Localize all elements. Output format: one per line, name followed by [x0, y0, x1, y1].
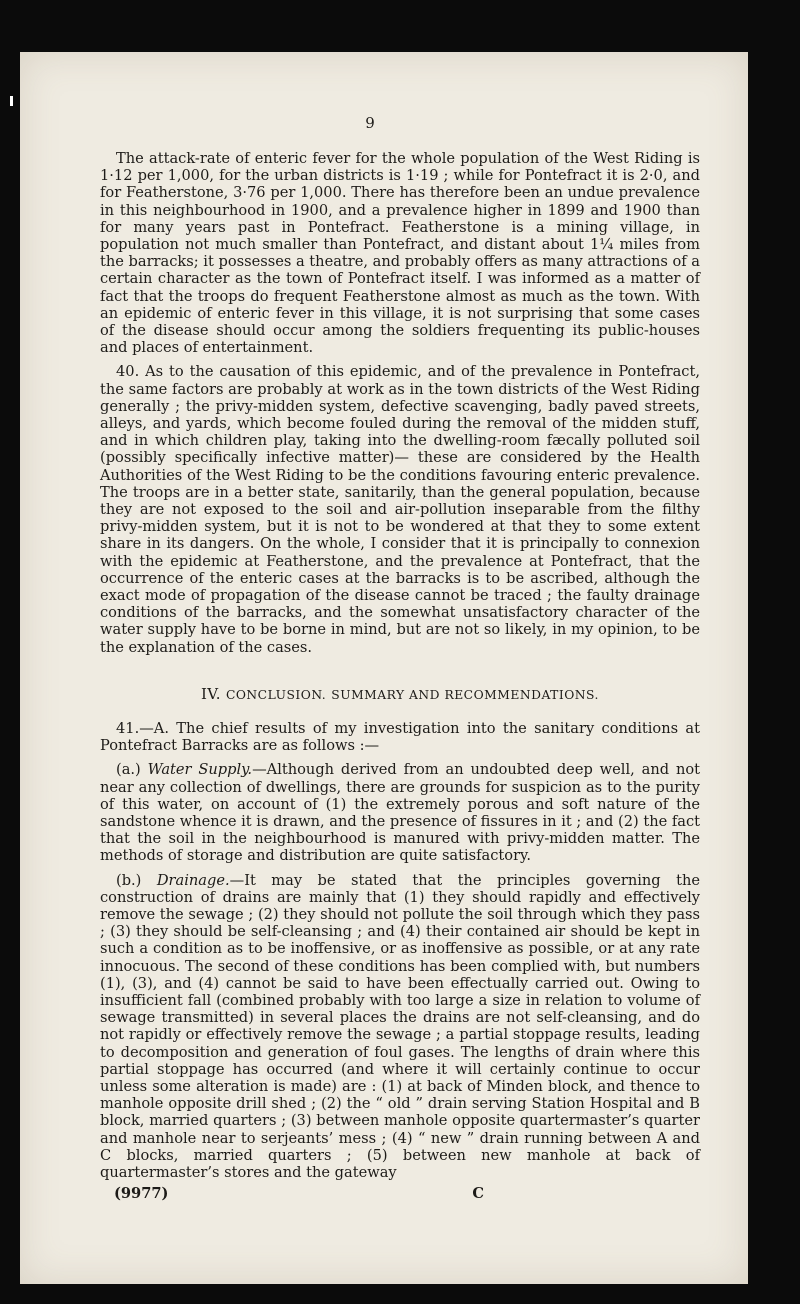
item-drainage: [100, 872, 700, 1182]
item-b-title: Drainage.: [156, 871, 230, 889]
document-page: [20, 52, 748, 1284]
paragraph-attack-rate: The attack-rate of enteric fever for the whole population of the West Riding is 1·12 per 1,000, for the urban districts is 1·19 ; while for Pontefract it is 2·0, and for Featherstone, 3·76 per 1,000. There has therefore been an undue prevalence in this neighbourhood in 1900, and a prevalence higher in 1899 and 1900 than for many years past in Pontefract. Featherstone is a mining village, in population not much smaller than Pontefract, and distant about 1¼ miles from the barracks; it possesses a theatre, and probably offers as many attractions of a certain character as the town of Pontefract itself. I was informed as a matter of fact that the troops do frequent Featherstone almost as much as the town. With an epidemic of enteric fever in this village, it is not surprising that some cases of the disease should occur among the soldiers frequenting its public-houses and places of entertainment.: [100, 150, 700, 357]
signature-mark: C: [472, 1185, 484, 1203]
item-a-text: —Although derived from an undoubted deep well, and not near any collection of dwellings, there are grounds for suspicion as to the purity of this water, on account of (1) the extremely porous and soft nature of the sandstone whence it is drawn, and the presence of fissures in it ; and (2) the fact that the soil in the neighbourhood is manured with privy-midden matter. The methods of storage and distribution are quite satisfactory.: [100, 761, 701, 865]
page-number: 9: [365, 114, 375, 132]
scan-edge-mark: [10, 96, 13, 106]
item-b-label: (b.): [116, 871, 142, 889]
item-water-supply: [100, 761, 700, 864]
page-footer: [114, 1185, 484, 1202]
section-title-conclusion: CONCLUSION.: [225, 687, 327, 702]
paragraph-41: 41.—A. The chief results of my investigation into the sanitary conditions at Pontefract Barracks are as follows :—: [100, 719, 700, 755]
section-numeral: IV.: [201, 684, 221, 703]
section-title-summary: SUMMARY AND RECOMMENDATIONS.: [331, 687, 599, 702]
item-b-text: —It may be stated that the principles governing the construction of drains are mainly that (1) they should rapidly and effectively remove the sewage ; (2) they should not pollute the soil through which they pass ; (3) they should be self-cleansing ; and (4) their contained air should be kept in such a condition as to be inoffensive, or as inoffensive as possible, or at any rate innocuous. The second of these conditions has been complied with, but numbers (1), (3), and (4) cannot be said to have been effectually carried out. Owing to insufficient fall (combined probably with too large a size in relation to volume of sewage transmitted) in several places the drains are not self-cleansing, and do not rapidly or effectively remove the sewage ; a partial stoppage results, leading to decomposition and generation of foul gases. The lengths of drain where this partial stoppage has occurred (and where it will certainly continue to occur unless some alteration is made) are : (1) at back of Minden block, and thence to manhole opposite drill shed ; (2) the “ old ” drain serving Station Hospital and B block, married quarters ; (3) between manhole opposite quartermaster’s quarter and manhole near to serjeants’ mess ; (4) “ new ” drain running between A and C blocks, married quarters ; (5) between new manhole at back of quartermaster’s stores and the gateway: [100, 871, 700, 1181]
item-a-label: (a.): [116, 761, 141, 779]
page-body: [100, 150, 700, 1202]
paragraph-40-causation: 40. As to the causation of this epidemic, and of the prevalence in Pontefract, the same factors are probably at work as in the town districts of the West Riding generally ; the privy-midden system, defective scavenging, badly paved streets, alleys, and yards, which become fouled during the removal of the midden stuff, and in which children play, taking into the dwelling-room fæcally polluted soil (possibly specifically infective matter)— these are considered by the Health Authorities of the West Riding to be the conditions favouring enteric prevalence. The troops are in a better state, sanitarily, than the general population, because they are not exposed to the soil and air-pollution inseparable from the filthy privy-midden system, but it is not to be wondered at that they to some extent share in its dangers. On the whole, I consider that it is principally to connexion with the epidemic at Featherstone, and the prevalence at Pontefract, that the occurrence of the enteric cases at the barracks is to be ascribed, although the exact mode of propagation of the disease cannot be traced ; the faulty drainage conditions of the barracks, and the somewhat unsatisfactory character of the water supply have to be borne in mind, but are not so likely, in my opinion, to be the explanation of the cases.: [100, 363, 700, 656]
section-heading: [100, 685, 700, 703]
item-a-title: Water Supply.: [147, 761, 253, 779]
print-code: (9977): [114, 1185, 169, 1203]
